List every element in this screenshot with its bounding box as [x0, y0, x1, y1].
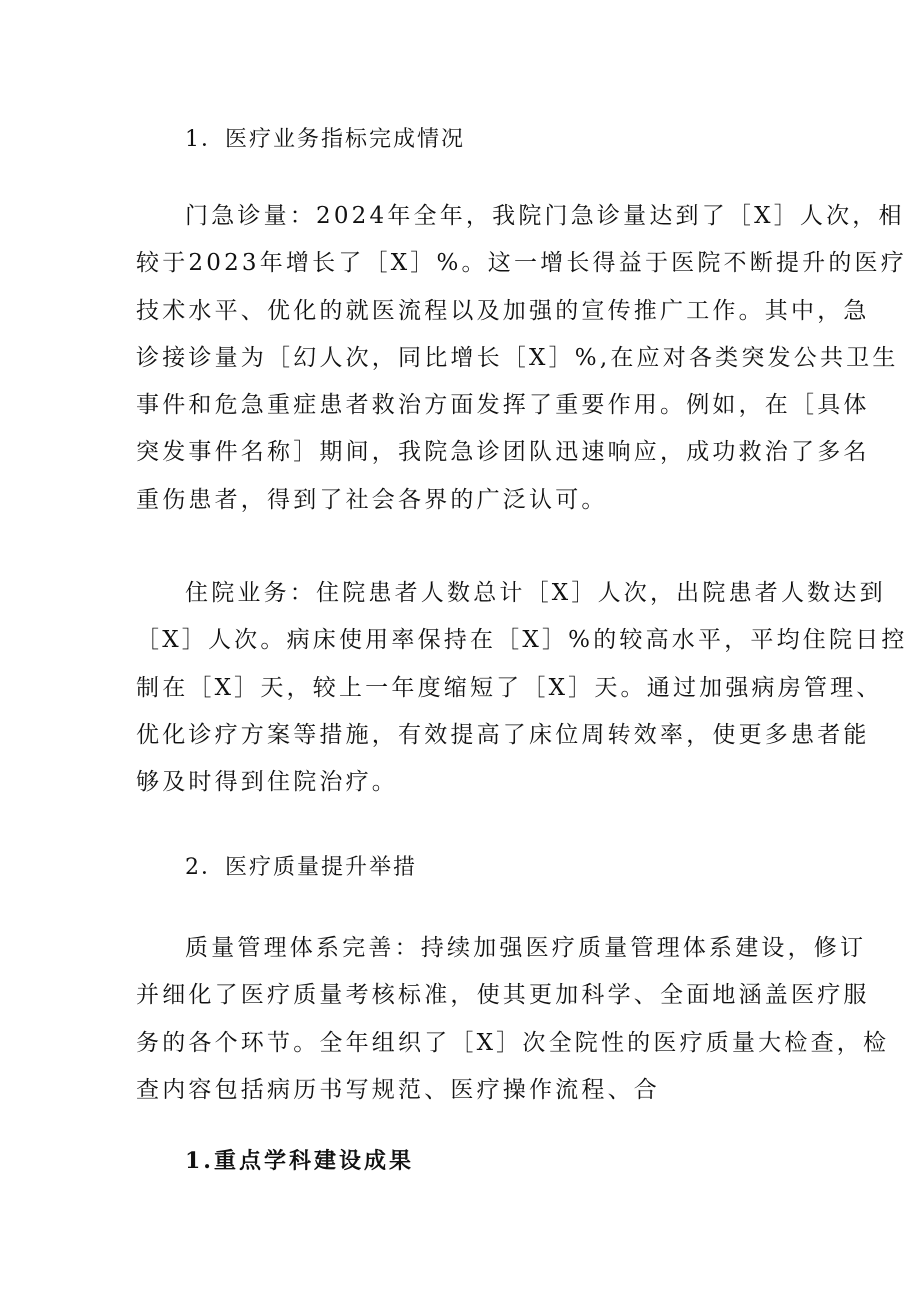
section-2-heading: 2．医疗质量提升举措	[185, 855, 417, 880]
quality-paragraph	[136, 925, 890, 1114]
inpatient-paragraph	[136, 570, 908, 806]
paragraph-line: 够及时得到住院治疗。	[136, 769, 398, 796]
paragraph-line: ［X］人次。病床使用率保持在［X］%的较高水平，平均住院日控	[136, 627, 908, 654]
paragraph-line: 优化诊疗方案等措施，有效提高了床位周转效率，使更多患者能	[136, 721, 870, 748]
paragraph-line: 突发事件名称］期间，我院急诊团队迅速响应，成功救治了多名	[136, 439, 870, 466]
paragraph-line: 制在［X］天，较上一年度缩短了［X］天。通过加强病房管理、	[136, 674, 883, 701]
paragraph-line: 事件和危急重症患者救治方面发挥了重要作用。例如，在［具体	[136, 392, 870, 419]
section-1-heading: 1．医疗业务指标完成情况	[185, 127, 465, 152]
paragraph-line: 较于2023年增长了［X］%。这一增长得益于医院不断提升的医疗	[136, 250, 907, 277]
paragraph-line: 务的各个环节。全年组织了［X］次全院性的医疗质量大检查，检	[136, 1029, 890, 1056]
paragraph-line: 查内容包括病历书写规范、医疗操作流程、合	[136, 1076, 660, 1103]
section-3-heading: 1.重点学科建设成果	[185, 1148, 414, 1174]
paragraph-line: 门急诊量：2024年全年，我院门急诊量达到了［X］人次，相	[185, 203, 905, 229]
paragraph-line: 住院业务：住院患者人数总计［X］人次，出院患者人数达到	[185, 580, 886, 606]
paragraph-line: 诊接诊量为［幻人次，同比增长［X］%,在应对各类突发公共卫生	[136, 344, 899, 371]
paragraph-line: 重伤患者，得到了社会各界的广泛认可。	[136, 486, 608, 513]
paragraph-line: 并细化了医疗质量考核标准，使其更加科学、全面地涵盖医疗服	[136, 982, 870, 1009]
paragraph-line: 质量管理体系完善：持续加强医疗质量管理体系建设，修订	[185, 935, 867, 961]
outpatient-paragraph	[136, 193, 907, 524]
paragraph-line: 技术水平、优化的就医流程以及加强的宣传推广工作。其中，急	[136, 297, 870, 324]
